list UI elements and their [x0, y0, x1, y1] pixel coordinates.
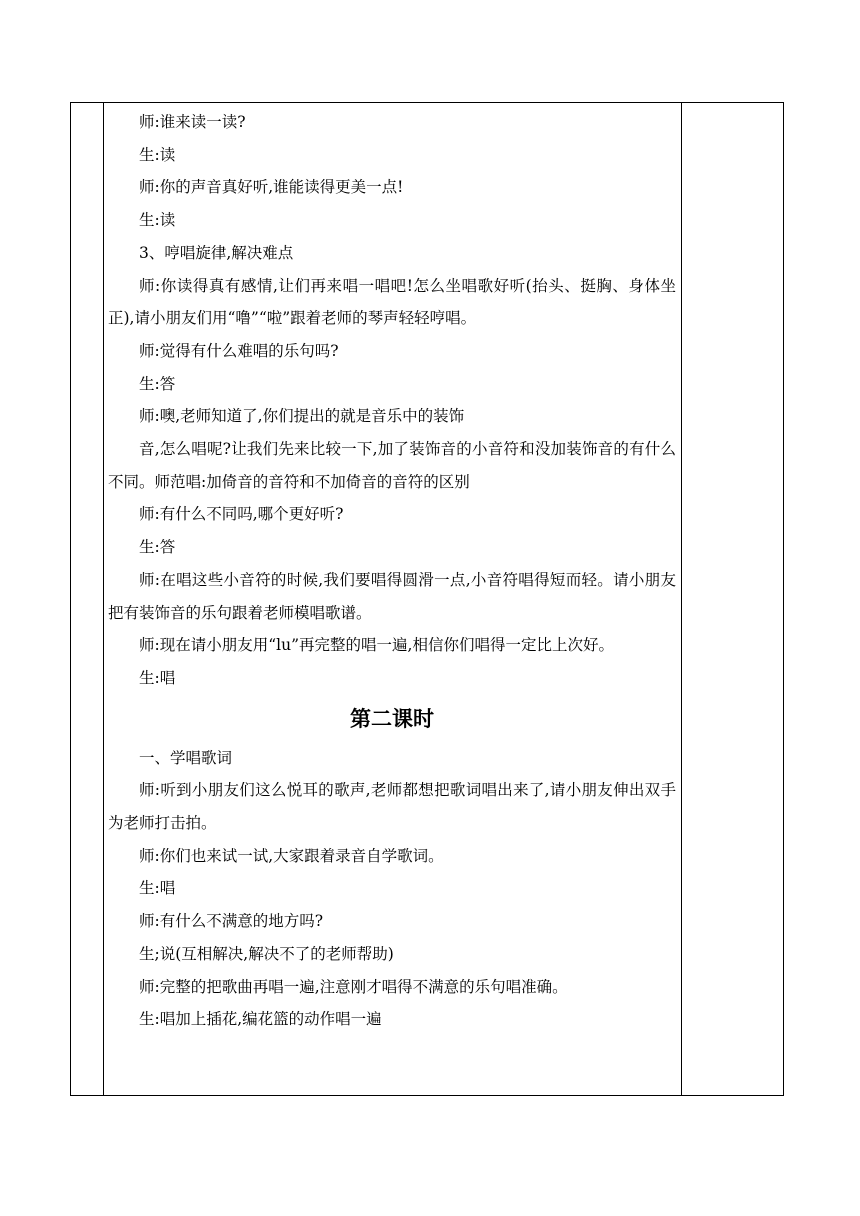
text-line: 生;说(互相解决,解决不了的老师帮助): [139, 944, 394, 963]
text-line: 师:你的声音真好听,谁能读得更美一点!: [139, 178, 404, 197]
text-line: 生:答: [139, 374, 176, 393]
lesson-table: [70, 102, 784, 1096]
text-line: 师:完整的把歌曲再唱一遍,注意刚才唱得不满意的乐句唱准确。: [139, 977, 568, 996]
text-line: 生:唱: [139, 879, 176, 898]
text-line: 师:噢,老师知道了,你们提出的就是音乐中的装饰: [139, 407, 465, 426]
text-line: 师:听到小朋友们这么悦耳的歌声,老师都想把歌词唱出来了,请小朋友伸出双手为老师打击拍。: [108, 781, 676, 833]
lesson-content: [108, 106, 676, 1036]
text-line: 师:谁来读一读?: [139, 113, 246, 131]
text-line: 师:有什么不满意的地方吗?: [139, 912, 324, 931]
section-title: 第二课时: [350, 706, 434, 731]
text-line: 师:你们也来试一试,大家跟着录音自学歌词。: [139, 846, 444, 865]
right-column-divider: [681, 103, 682, 1095]
text-line: 3、哼唱旋律,解决难点: [139, 243, 294, 262]
text-line: 生:读: [139, 145, 176, 164]
text-line: 师:有什么不同吗,哪个更好听?: [139, 505, 344, 524]
text-line: 音,怎么唱呢?让我们先来比较一下,加了装饰音的小音符和没加装饰音的有什么不同。师范唱:加倚音的音符和不加倚音的音符的区别: [108, 440, 676, 491]
text-line: 生:读: [139, 211, 176, 230]
text-line: 师:你读得真有感情,让们再来唱一唱吧!怎么坐唱歌好听(抬头、挺胸、身体坐正),请小朋友们用“噜”“啦”跟着老师的琴声轻轻哼唱。: [108, 276, 676, 328]
text-line: 师:觉得有什么难唱的乐句吗?: [139, 341, 339, 360]
text-line: 生:唱: [139, 668, 176, 687]
left-column-divider: [103, 103, 104, 1095]
text-line: 师:现在请小朋友用“lu”再完整的唱一遍,相信你们唱得一定比上次好。: [139, 636, 614, 655]
text-line: 生:唱加上插花,编花篮的动作唱一遍: [139, 1010, 382, 1029]
text-line: 师:在唱这些小音符的时候,我们要唱得圆滑一点,小音符唱得短而轻。请小朋友把有装饰音的乐句跟着老师模唱歌谱。: [108, 570, 676, 622]
text-line: 一、学唱歌词: [139, 748, 233, 767]
text-line: 生:答: [139, 538, 176, 557]
